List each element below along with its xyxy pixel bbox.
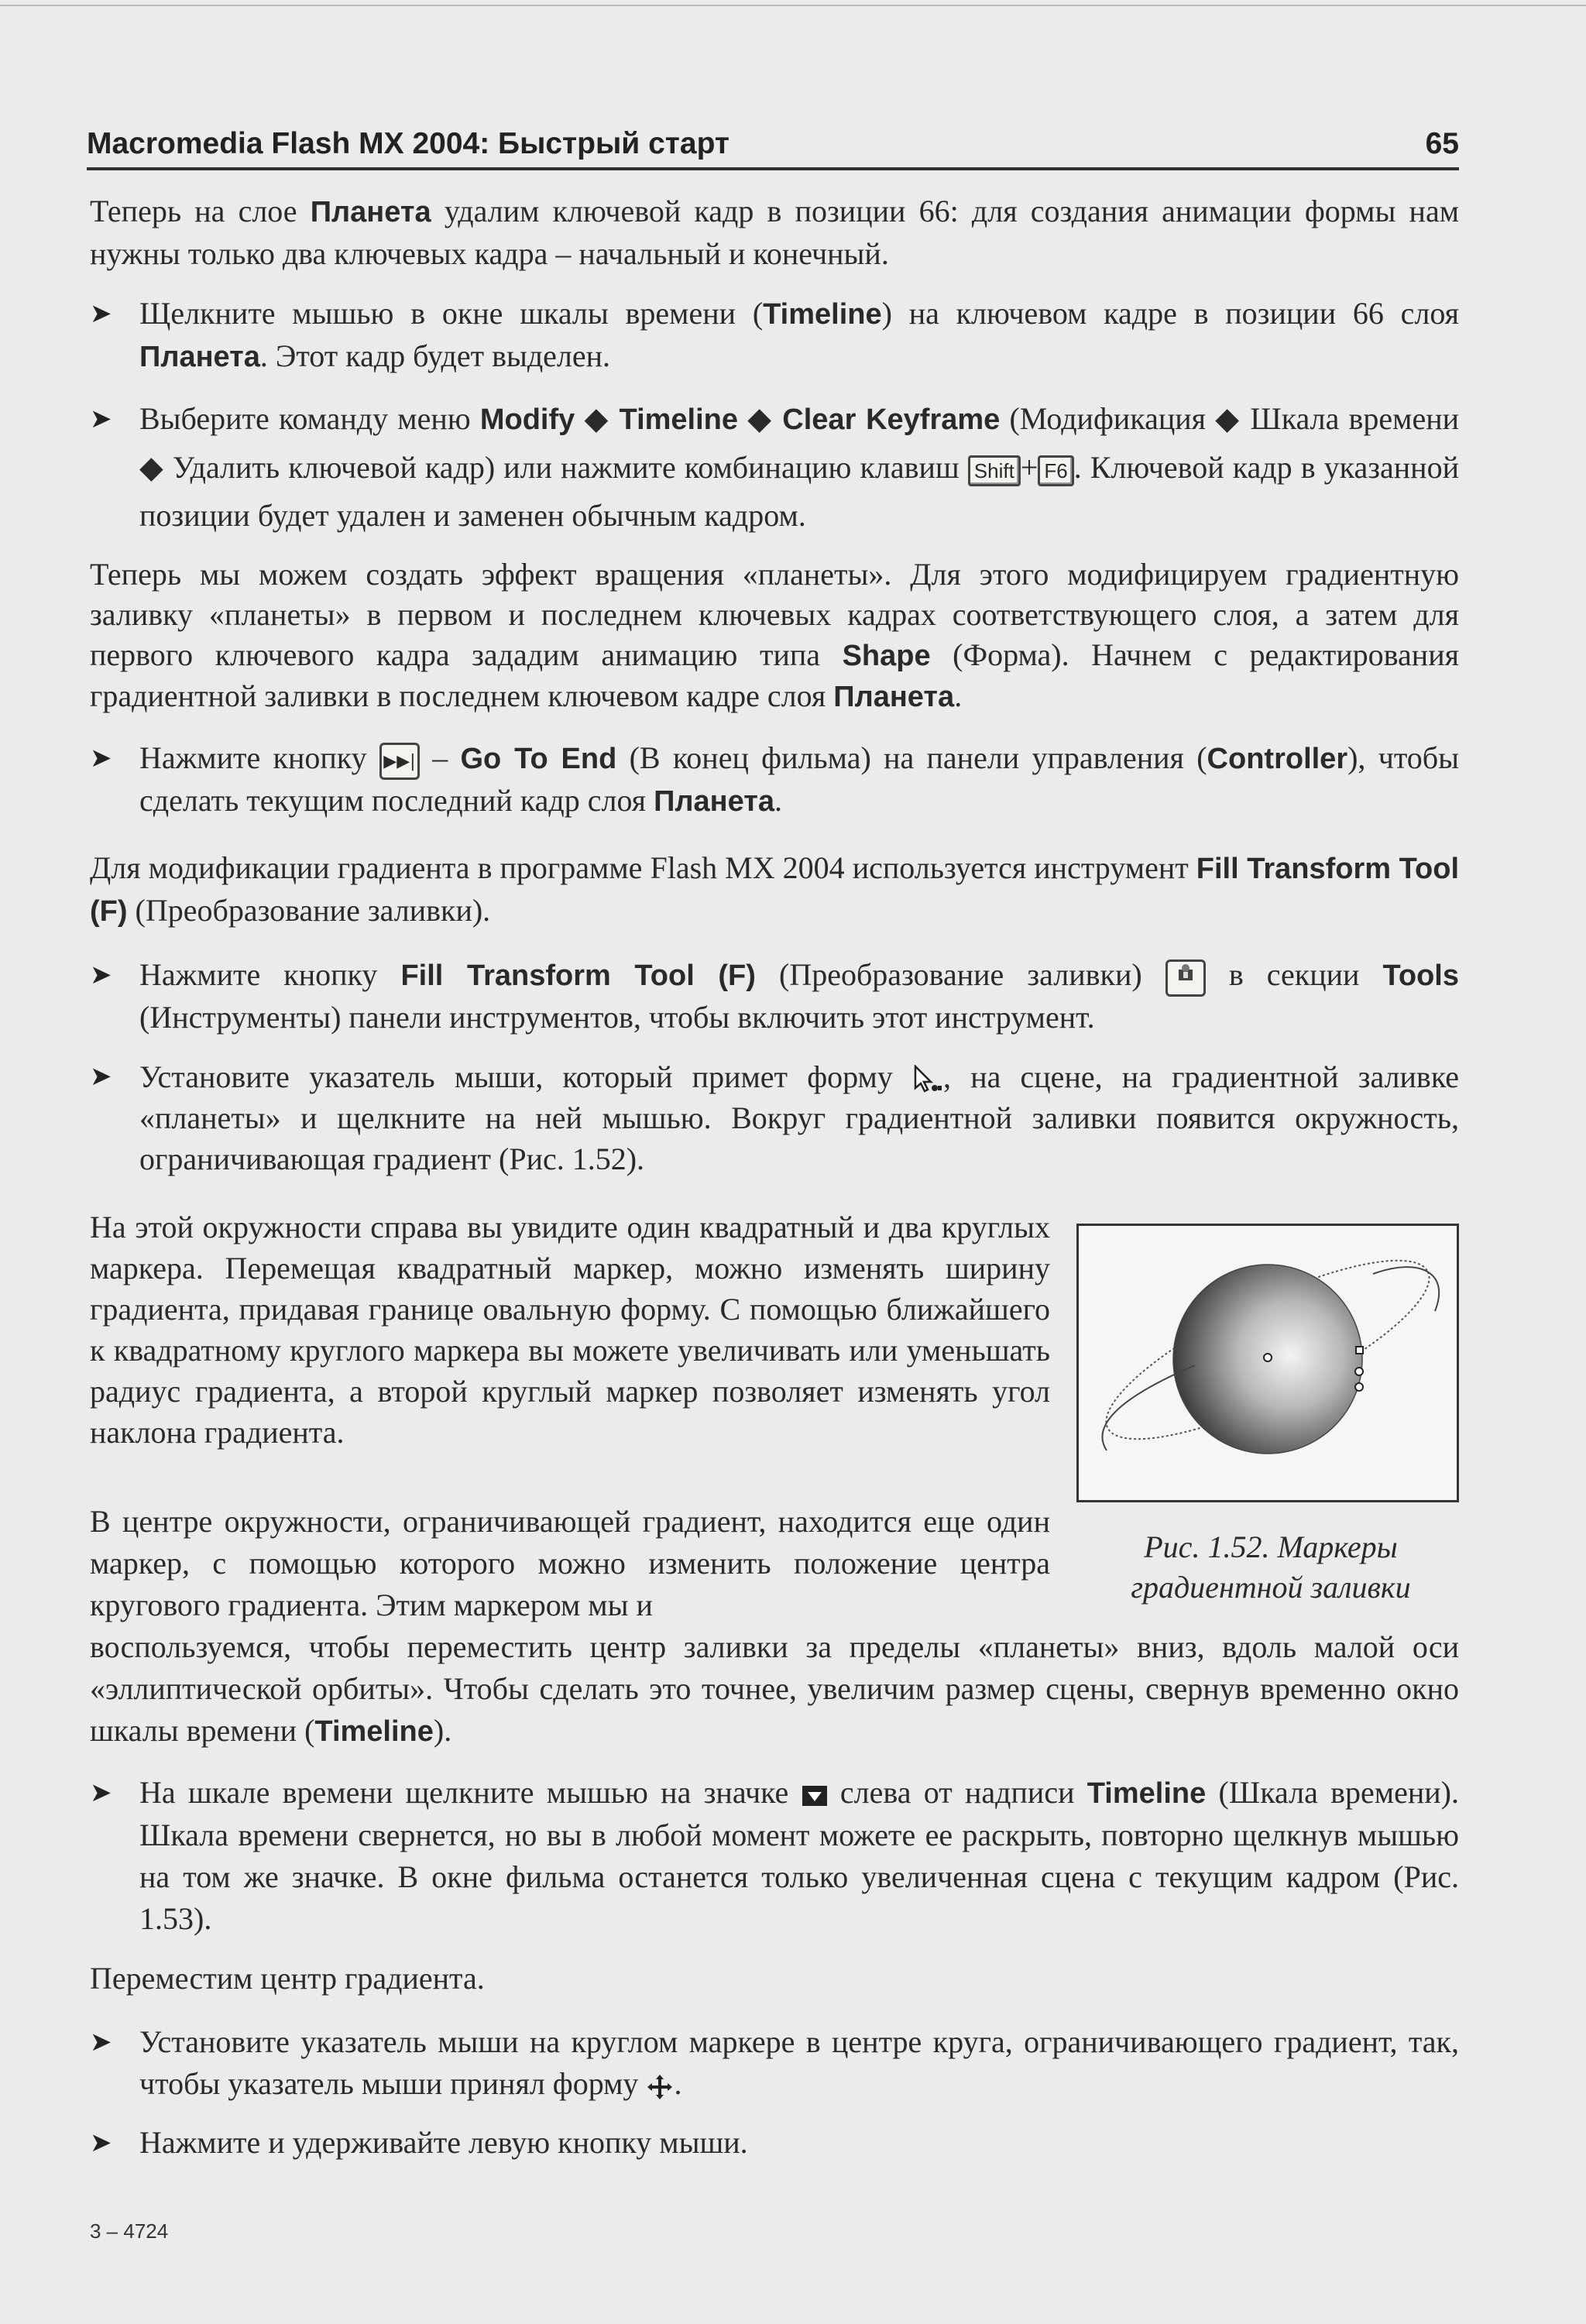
go-to-end-icon: ▶▶| bbox=[379, 743, 420, 780]
f6-key: F6 bbox=[1038, 455, 1073, 486]
bullet-2: ➤ Выберите команду меню Modify ◆ Timeline ◆ Clear Keyframe (Модификация ◆ Шкала времени ◆ Удалить ключевой кадр) или нажмите комбинацию клавиш Shift + F6 . Ключевой кадр в указанной позиции будет удален и заменен обычным кадром. bbox=[90, 395, 1459, 540]
paragraph-1: Теперь на слое Планета удалим ключевой кадр в позиции 66: для создания анимации формы нам нужны только два ключевых кадра – начальный и конечный. bbox=[90, 194, 1460, 271]
bullet-1: ➤ Щелкните мышью в окне шкалы времени (Timeline) на ключевом кадре в позиции 66 слоя Планета. Этот кадр будет выделен. bbox=[90, 293, 1459, 378]
bullet-arrow-icon: ➤ bbox=[90, 743, 112, 774]
bullet-6: ➤ На шкале времени щелкните мышью на значке слева от надписи Timeline (Шкала времени). Шкала времени свернется, но вы в любой момент можете ее раскрыть, повторно щелкнув мышью на том же значке. В окне фильма останется только увеличенная сцена с текущим кадром (Рис. 1.53). bbox=[90, 1772, 1459, 1940]
center-marker bbox=[1264, 1354, 1272, 1361]
paragraph-6: Переместим центр градиента. bbox=[90, 1961, 485, 1996]
figure-1-52 bbox=[1076, 1224, 1459, 1502]
signature-mark: 3 – 4724 bbox=[90, 2219, 169, 2243]
bullet-8: ➤ Нажмите и удерживайте левую кнопку мыши. bbox=[90, 2122, 1459, 2164]
paragraph-5-full: воспользуемся, чтобы переместить центр заливки за пределы «планеты» вниз, вдоль малой оси «эллиптической орбиты». Чтобы сделать это точнее, увеличим размер сцены, свернув временно окно шкалы времени (Timeline). bbox=[90, 1629, 1459, 1748]
shift-key: Shift bbox=[968, 455, 1021, 486]
header-title: Macromedia Flash MX 2004: Быстрый старт bbox=[87, 127, 729, 160]
radius-marker bbox=[1355, 1368, 1363, 1375]
bullet-arrow-icon: ➤ bbox=[90, 403, 112, 434]
bullet-arrow-icon: ➤ bbox=[90, 2027, 112, 2058]
bullet-arrow-icon: ➤ bbox=[90, 298, 112, 329]
page-number: 65 bbox=[1425, 127, 1459, 160]
bullet-4: ➤ Нажмите кнопку Fill Transform Tool (F) (Преобразование заливки) в секции Tools (Инструменты) панели инструментов, чтобы включить этот инструмент. bbox=[90, 954, 1459, 1038]
bullet-7: ➤ Установите указатель мыши на круглом маркере в центре круга, ограничивающего градиент, так, чтобы указатель мыши принял форму . bbox=[90, 2021, 1459, 2105]
square-marker bbox=[1356, 1347, 1363, 1354]
bullet-3: ➤ Нажмите кнопку ▶▶| – Go To End (В конец фильма) на панели управления (Controller), чтобы сделать текущим последний кадр слоя Планета. bbox=[90, 737, 1459, 822]
paragraph-4: На этой окружности справа вы увидите один квадратный и два круглых маркера. Перемещая квадратный маркер, можно изменять ширину градиента, придавая границе овальную форму. С помощью ближайшего к квадратному круглого маркера вы можете увеличивать или уменьшать радиус градиента, а второй круглый маркер позволяет изменять угол наклона градиента. bbox=[90, 1210, 1050, 1450]
bullet-5: ➤ Установите указатель мыши, который примет форму , на сцене, на градиентной заливке «планеты» и щелкните на ней мышью. Вокруг градиентной заливки появится окружность, ограничивающая градиент (Рис. 1.52). bbox=[90, 1056, 1459, 1179]
collapse-timeline-icon bbox=[802, 1775, 828, 1810]
scan-edge-line bbox=[0, 5, 1586, 6]
bullet-arrow-icon: ➤ bbox=[90, 1777, 112, 1808]
bullet-arrow-icon: ➤ bbox=[90, 2127, 112, 2158]
transform-cursor-icon bbox=[912, 1059, 943, 1094]
rotation-marker bbox=[1355, 1383, 1363, 1391]
figure-caption: Рис. 1.52. Маркеры градиентной заливки bbox=[1131, 1529, 1411, 1605]
move-cursor-icon bbox=[646, 2066, 674, 2101]
running-header bbox=[87, 124, 1459, 170]
paragraph-2: Теперь мы можем создать эффект вращения «планеты». Для этого модифицируем градиентную заливку «планеты» в первом и последнем ключевых кадрах соответствующего слоя, а затем для первого ключевого кадра зададим анимацию типа Shape (Форма). Начнем с редактирования градиентной заливки в последнем ключевом кадре слоя Планета. bbox=[90, 557, 1460, 713]
fill-transform-tool-icon bbox=[1165, 959, 1206, 997]
bullet-arrow-icon: ➤ bbox=[90, 959, 112, 990]
paragraph-3: Для модификации градиента в программе Flash MX 2004 используется инструмент Fill Transform Tool (F) (Преобразование заливки). bbox=[90, 850, 1460, 928]
paragraph-5-left: В центре окружности, ограничивающей градиент, находится еще один маркер, с помощью которого можно изменить положение центра кругового градиента. Этим маркером мы и bbox=[90, 1504, 1050, 1622]
bullet-arrow-icon: ➤ bbox=[90, 1061, 112, 1092]
